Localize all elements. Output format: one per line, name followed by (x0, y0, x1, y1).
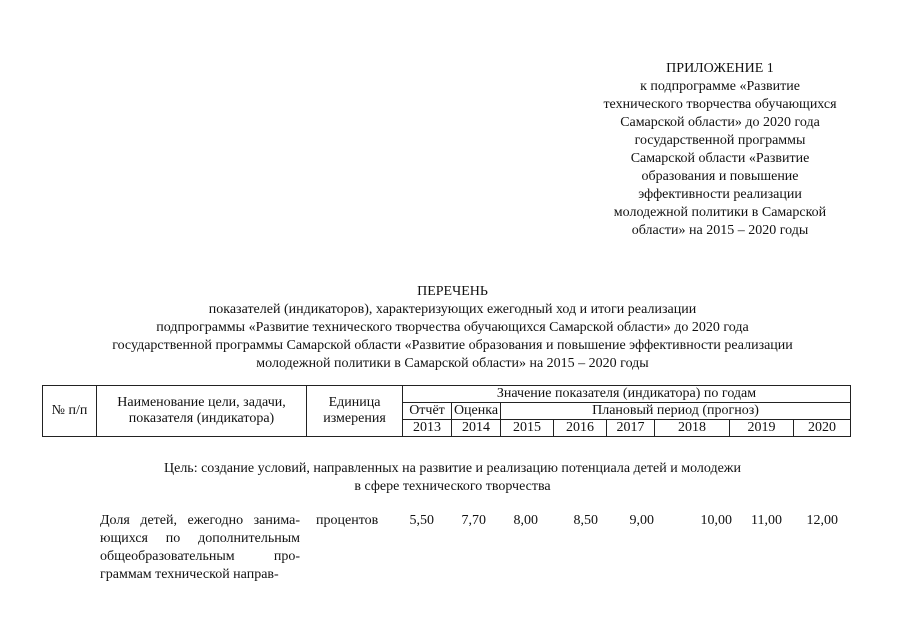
title-line: показателей (индикаторов), характеризующих ежегодный ход и итоги реализации (208, 302, 697, 317)
indicator-value-2015: 8,00 (513, 513, 538, 528)
indicator-name-line: общеобразовательным про- (100, 549, 300, 564)
column-number: № п/п (43, 386, 97, 437)
appendix-line: к подпрограмме «Развитие (640, 79, 800, 94)
appendix-heading: ПРИЛОЖЕНИЕ 1 (666, 61, 774, 76)
appendix-line: образования и повышение (641, 169, 799, 184)
title-line: молодежной политики в Самарской области» на 2015 – 2020 годы (256, 356, 649, 371)
appendix-line: эффективности реализации (638, 187, 802, 202)
appendix-line: Самарской области «Развитие (630, 151, 810, 166)
indicator-name-line: Доля детей, ежегодно занима- (100, 513, 300, 528)
indicator-value-2016: 8,50 (573, 513, 598, 528)
goal-statement (0, 460, 905, 496)
document-title (0, 283, 905, 373)
year-header: 2016 (554, 420, 607, 437)
appendix-line: Самарской области» до 2020 года (620, 115, 820, 130)
column-estimate: Оценка (452, 403, 501, 420)
indicator-unit: процентов (316, 513, 379, 528)
year-header: 2015 (501, 420, 554, 437)
indicator-value-2013: 5,50 (409, 513, 434, 528)
year-header: 2020 (794, 420, 851, 437)
year-header: 2014 (452, 420, 501, 437)
year-header: 2018 (655, 420, 730, 437)
goal-line: в сфере технического творчества (354, 479, 551, 494)
indicator-name-line: ющихся по дополнительным (100, 531, 300, 546)
appendix-line: молодежной политики в Самарской (613, 205, 827, 220)
year-header: 2013 (403, 420, 452, 437)
appendix-line: области» на 2015 – 2020 годы (631, 223, 809, 238)
column-unit: Единица измерения (307, 386, 403, 437)
column-plan: Плановый период (прогноз) (501, 403, 851, 420)
title-line: подпрограммы «Развитие технического творчества обучающихся Самарской области» до 2020 года (156, 320, 749, 335)
appendix-line: технического творчества обучающихся (603, 97, 837, 112)
indicator-value-2019: 11,00 (751, 513, 782, 528)
appendix-line: государственной программы (634, 133, 806, 148)
year-header: 2019 (730, 420, 794, 437)
indicator-value-2017: 9,00 (629, 513, 654, 528)
indicator-name (100, 512, 300, 584)
indicator-value-2020: 12,00 (806, 513, 838, 528)
title-heading: ПЕРЕЧЕНЬ (417, 284, 488, 299)
indicator-value-2018: 10,00 (700, 513, 732, 528)
goal-line: Цель: создание условий, направленных на развитие и реализацию потенциала детей и молодежи (164, 461, 741, 476)
column-name: Наименование цели, задачи, показателя (индикатора) (97, 386, 307, 437)
indicator-name-line: граммам технической направ- (100, 567, 279, 582)
indicators-table-header (42, 385, 851, 437)
indicator-value-2014: 7,70 (461, 513, 486, 528)
year-header: 2017 (607, 420, 655, 437)
title-line: государственной программы Самарской области «Развитие образования и повышение эффективности реализации (112, 338, 793, 353)
column-values-group: Значение показателя (индикатора) по годам (403, 386, 851, 403)
appendix-block (560, 60, 880, 240)
column-report: Отчёт (403, 403, 452, 420)
